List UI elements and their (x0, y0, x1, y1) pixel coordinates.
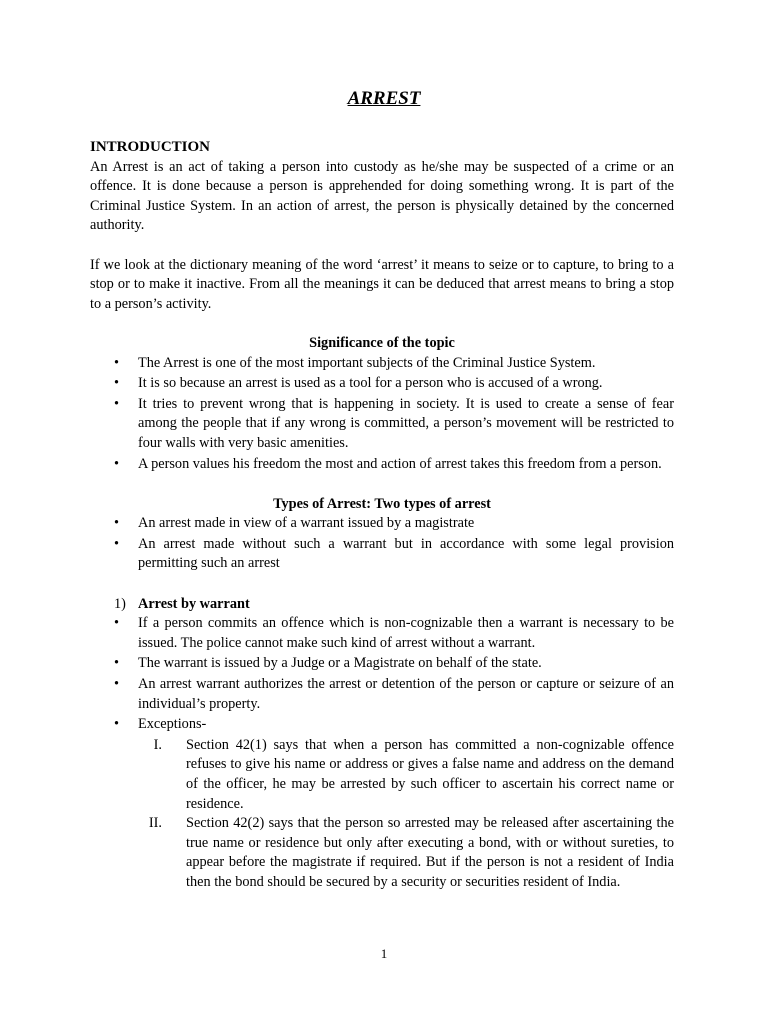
types-list (90, 514, 674, 574)
bullet-icon: • (114, 395, 120, 412)
list-item: • If a person commits an offence which is non-cognizable then a warrant is necessary to be issued. The police cannot make such kind of arrest without a warrant. (114, 615, 674, 651)
list-item: • A person values his freedom the most and action of arrest takes this freedom from a person. (90, 455, 674, 475)
exception-item: II. Section 42(2) says that the person so arrested may be released after ascertaining the true name or residence but only after executing a bond, with or without sureties, to appear before the magistrate if required. But if the person is not a resident of India then the bond should be secured by a security or securities resident of India. (90, 814, 674, 892)
bullet-icon: • (114, 655, 120, 672)
exception-item: I. Section 42(1) says that when a person has committed a non-cognizable offence refuses to give his name or address or gives a false name and address on the demand of the officer, he may be arrested by such officer to ascertain his correct name or residence. (90, 736, 674, 814)
list-item: • It is so because an arrest is used as a tool for a person who is accused of a wrong. (90, 374, 674, 394)
list-item: • The Arrest is one of the most important subjects of the Criminal Justice System. (90, 354, 674, 374)
roman-numeral: I. (153, 736, 162, 753)
bullet-icon: • (114, 375, 120, 392)
list-item: • An arrest made without such a warrant but in accordance with some legal provision permitting such an arrest (114, 535, 674, 572)
bullet-icon: • (114, 515, 120, 532)
bullet-icon: • (114, 716, 120, 733)
list-item: • It tries to prevent wrong that is happening in society. It is used to create a sense of fear among the people that if any wrong is committed, a person’s movement will be restricted to four walls with very basic amenities. (114, 395, 674, 451)
bullet-icon: • (114, 455, 120, 472)
exceptions-list (90, 736, 674, 893)
significance-list (90, 354, 674, 475)
roman-numeral: II. (148, 815, 162, 832)
section-number: 1) (114, 595, 126, 612)
introduction-paragraph-1: An Arrest is an act of taking a person into custody as he/she may be suspected of a crime or an offence. It is done because a person is apprehended for doing something wrong. It is part of the Criminal Justice System. In an action of arrest, the person is physically detained by the concerned authority. (90, 158, 674, 234)
bullet-icon: • (114, 535, 120, 552)
bullet-icon: • (114, 615, 120, 632)
bullet-icon: • (114, 354, 120, 371)
introduction-heading: INTRODUCTION (90, 139, 211, 155)
warrant-list (90, 614, 674, 735)
types-heading: Types of Arrest: Two types of arrest (273, 495, 491, 512)
warrant-heading: 1) Arrest by warrant (90, 595, 674, 615)
list-item: • An arrest warrant authorizes the arrest or detention of the person or capture or seizure of an individual’s property. (114, 676, 674, 712)
page-number: 1 (380, 946, 388, 961)
list-item: • Exceptions- (90, 715, 674, 735)
document-body (90, 138, 674, 893)
list-item: • An arrest made in view of a warrant issued by a magistrate (90, 514, 674, 534)
list-item: • The warrant is issued by a Judge or a Magistrate on behalf of the state. (90, 654, 674, 674)
page-title: ARREST (347, 88, 421, 109)
significance-heading: Significance of the topic (309, 334, 455, 351)
introduction-paragraph-2: If we look at the dictionary meaning of the word ‘arrest’ it means to seize or to capture, to bring to a stop or to make it inactive. From all the meanings it can be deduced that arrest means to bring a stop to a person’s activity. (90, 256, 674, 312)
bullet-icon: • (114, 676, 120, 693)
